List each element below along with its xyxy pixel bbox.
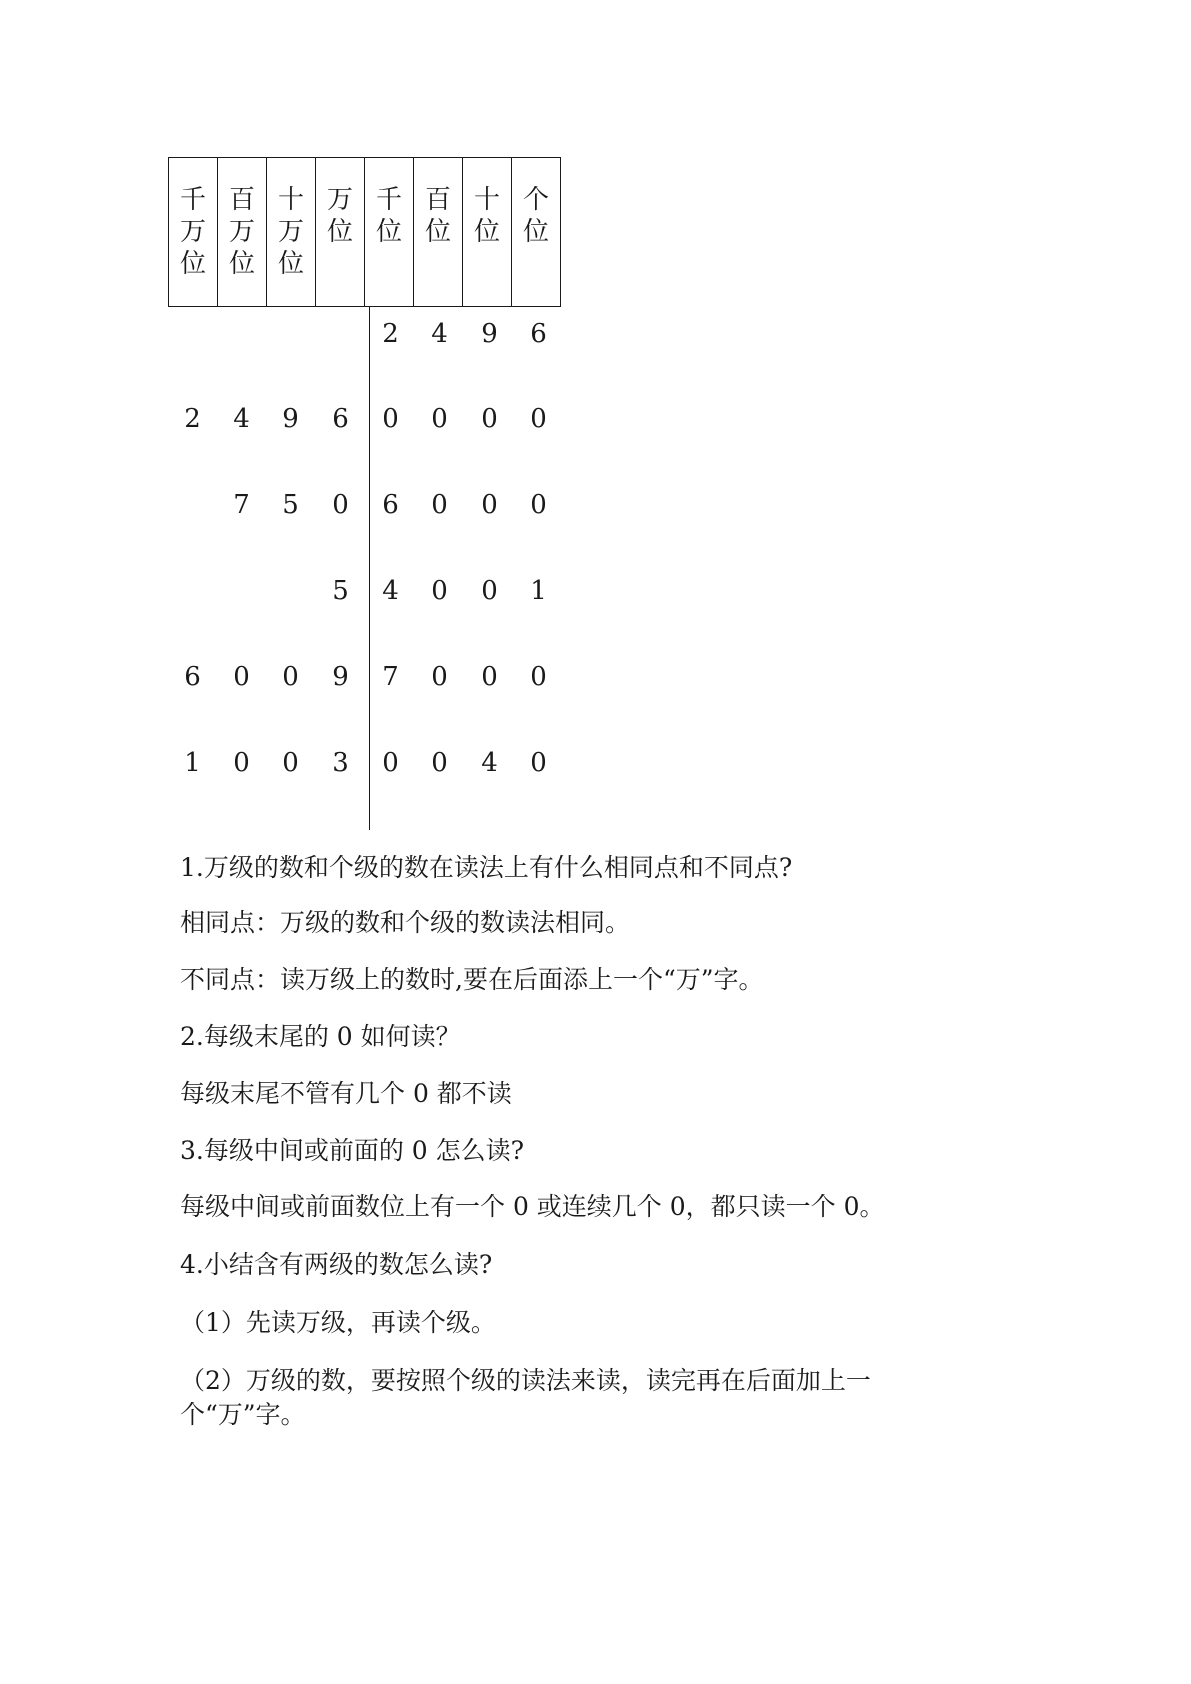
- digit: 0: [282, 662, 299, 692]
- question-4-step-2: （2）万级的数，要按照个级的读法来读，读完再在后面加上一个“万”字。: [180, 1366, 871, 1429]
- digit: 6: [184, 662, 201, 692]
- digit: 0: [431, 490, 448, 520]
- header-label: 百万位: [229, 185, 256, 279]
- header-cell-ten-thousands: [316, 158, 365, 307]
- digit: 0: [530, 490, 547, 520]
- place-value-header-row: [169, 158, 561, 307]
- header-label: 万位: [327, 185, 354, 247]
- header-label: 十位: [474, 185, 501, 247]
- header-cell-hundreds: [414, 158, 463, 307]
- digit: 4: [481, 748, 498, 778]
- digit: 0: [233, 662, 250, 692]
- digit: 0: [481, 490, 498, 520]
- header-label: 千万位: [180, 185, 207, 279]
- question-2-answer: 每级末尾不管有几个 0 都不读: [180, 1079, 512, 1108]
- digit: 0: [530, 662, 547, 692]
- digit: 1: [530, 576, 547, 606]
- number-row: [168, 743, 568, 783]
- digit: 4: [382, 576, 399, 606]
- digit: 0: [481, 662, 498, 692]
- header-label: 千位: [376, 185, 403, 247]
- question-1-different-point: 不同点：读万级上的数时,要在后面添上一个“万”字。: [180, 965, 764, 994]
- digit: 0: [332, 490, 349, 520]
- digit: 0: [282, 748, 299, 778]
- header-cell-thousands: [365, 158, 414, 307]
- digit: 2: [382, 319, 399, 349]
- digit: 6: [530, 319, 547, 349]
- number-row: [168, 485, 568, 525]
- digit: 0: [233, 748, 250, 778]
- digit: 0: [530, 748, 547, 778]
- place-value-header-table: [168, 157, 561, 307]
- question-4: 4.小结含有两级的数怎么读?: [180, 1250, 493, 1279]
- question-1: 1.万级的数和个级的数在读法上有什么相同点和不同点?: [180, 853, 793, 882]
- question-4-step-1: （1）先读万级，再读个级。: [180, 1308, 496, 1337]
- digit: 5: [332, 576, 349, 606]
- header-cell-ten-millions: [169, 158, 218, 307]
- digit: 2: [184, 404, 201, 434]
- digit: 1: [184, 748, 201, 778]
- digit: 0: [431, 576, 448, 606]
- digit: 0: [382, 404, 399, 434]
- digit: 4: [431, 319, 448, 349]
- header-label: 百位: [425, 185, 452, 247]
- number-rows: [168, 306, 568, 830]
- digit: 6: [382, 490, 399, 520]
- header-cell-hundred-thousands: [267, 158, 316, 307]
- question-3-answer: 每级中间或前面数位上有一个 0 或连续几个 0，都只读一个 0。: [180, 1192, 885, 1221]
- digit: 6: [332, 404, 349, 434]
- question-2: 2.每级末尾的 0 如何读？: [180, 1022, 461, 1051]
- digit: 5: [282, 490, 299, 520]
- header-cell-ones: [512, 158, 561, 307]
- number-row: [168, 314, 568, 354]
- header-label: 十万位: [278, 185, 305, 279]
- digit: 4: [233, 404, 250, 434]
- digit: 0: [431, 748, 448, 778]
- digit: 7: [382, 662, 399, 692]
- digit: 9: [481, 319, 498, 349]
- question-1-same-point: 相同点：万级的数和个级的数读法相同。: [180, 908, 631, 937]
- digit: 9: [332, 662, 349, 692]
- header-cell-tens: [463, 158, 512, 307]
- digit: 0: [481, 576, 498, 606]
- number-row: [168, 657, 568, 697]
- digit: 3: [332, 748, 349, 778]
- header-label: 个位: [523, 185, 550, 247]
- digit: 0: [530, 404, 547, 434]
- question-3: 3.每级中间或前面的 0 怎么读?: [180, 1136, 525, 1165]
- number-row: [168, 399, 568, 439]
- number-row: [168, 571, 568, 611]
- digit: 0: [382, 748, 399, 778]
- digit: 9: [282, 404, 299, 434]
- digit: 0: [431, 662, 448, 692]
- header-cell-millions: [218, 158, 267, 307]
- digit: 0: [431, 404, 448, 434]
- digit: 0: [481, 404, 498, 434]
- digit: 7: [233, 490, 250, 520]
